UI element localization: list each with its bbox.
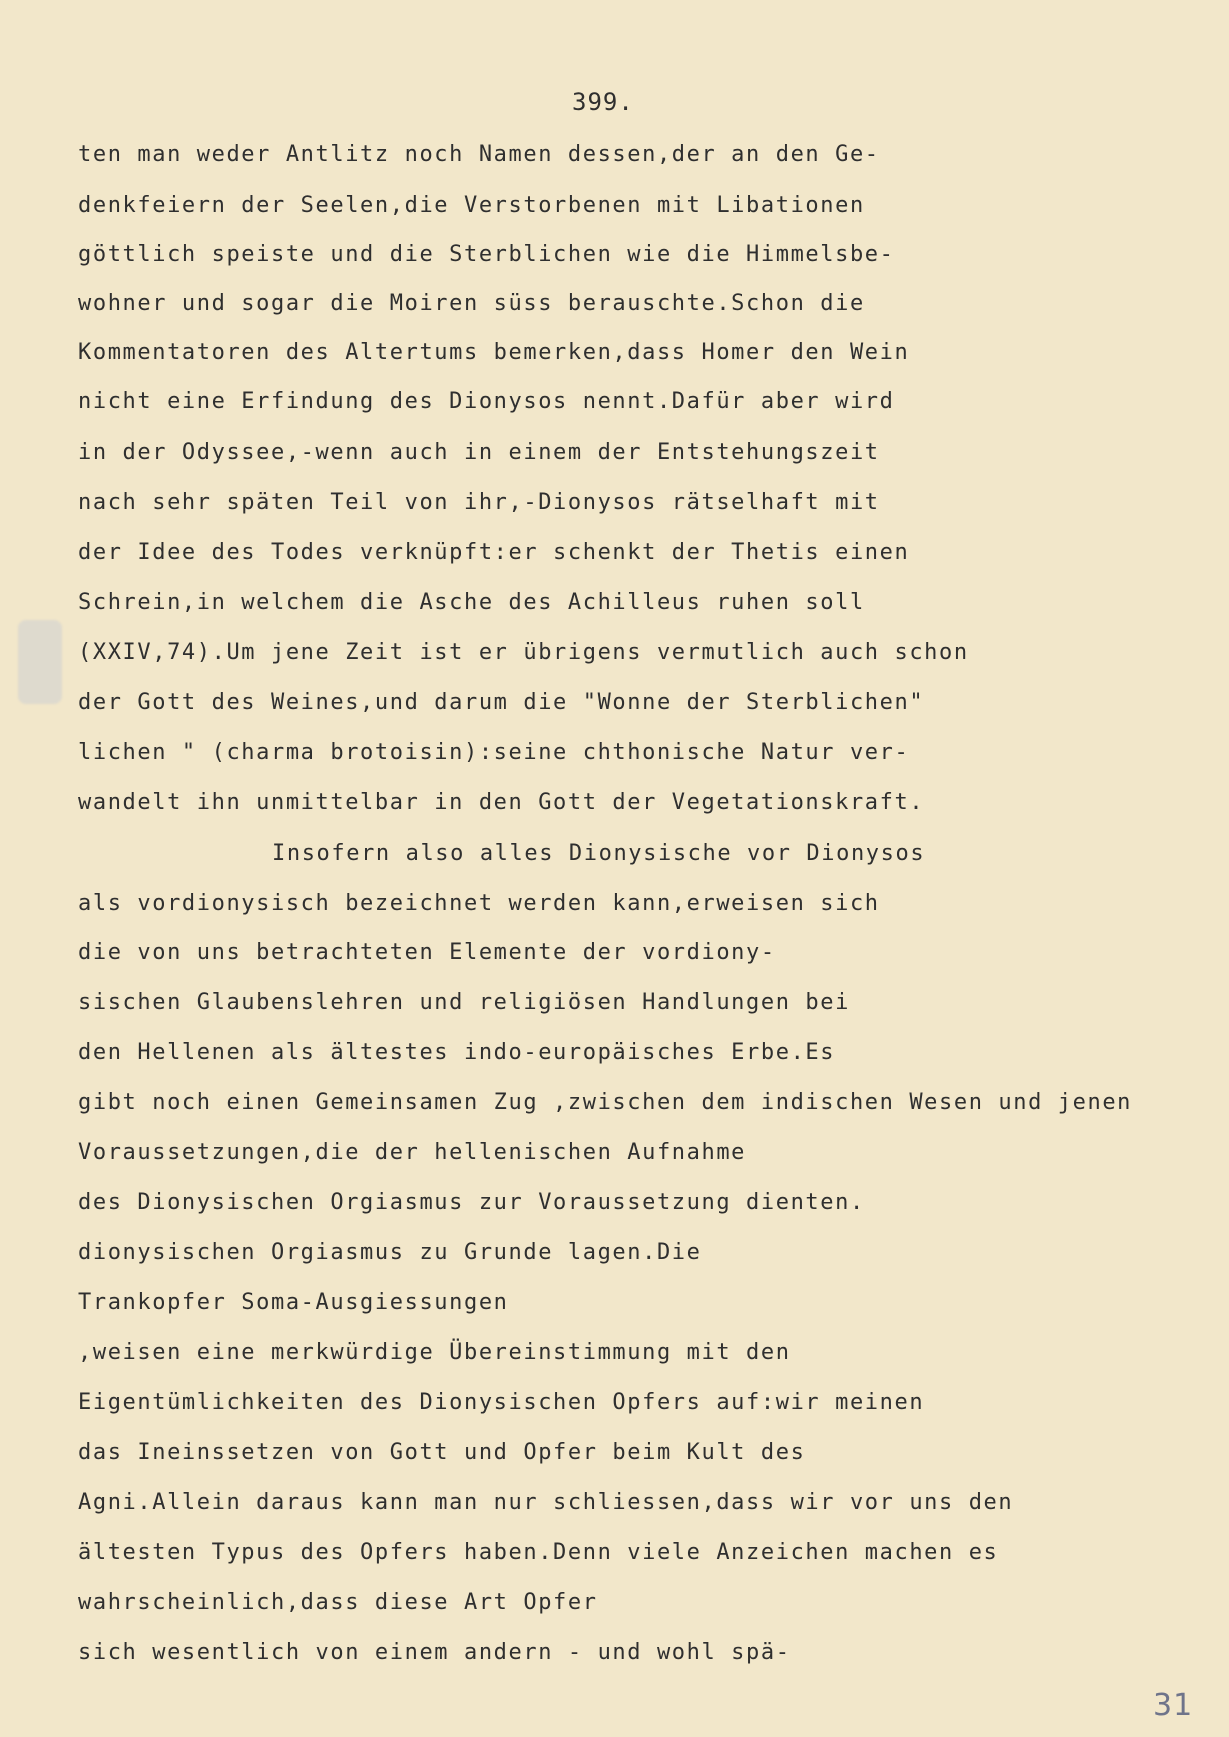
- text-line-30: wahrscheinlich,dass diese Art Opfer: [78, 1590, 598, 1615]
- text-line-31: sich wesentlich von einem andern - und wohl spä-: [78, 1640, 791, 1665]
- text-line-8: nach sehr späten Teil von ihr,-Dionysos rätselhaft mit: [78, 490, 880, 515]
- text-line-2: denkfeiern der Seelen,die Verstorbenen mit Libationen: [78, 193, 865, 218]
- text-line-23: dionysischen Orgiasmus zu Grunde lagen.Die: [78, 1240, 702, 1265]
- text-line-5: Kommentatoren des Altertums bemerken,dass Homer den Wein: [78, 340, 910, 365]
- text-line-6: nicht eine Erfindung des Dionysos nennt.Dafür aber wird: [78, 389, 895, 414]
- text-line-22: des Dionysischen Orgiasmus zur Voraussetzung dienten.: [78, 1190, 865, 1215]
- text-line-13: lichen " (charma brotoisin):seine chthonische Natur ver-: [78, 740, 910, 765]
- text-line-26: Eigentümlichkeiten des Dionysischen Opfers auf:wir meinen: [78, 1390, 925, 1415]
- text-line-25: ,weisen eine merkwürdige Übereinstimmung mit den: [78, 1340, 791, 1365]
- text-line-16: als vordionysisch bezeichnet werden kann,erweisen sich: [78, 891, 880, 916]
- page-number: 399.: [572, 88, 634, 116]
- text-line-28: Agni.Allein daraus kann man nur schliessen,dass wir vor uns den: [78, 1490, 1014, 1515]
- sheet-marker: 31: [1153, 1688, 1194, 1723]
- text-line-20: gibt noch einen Gemeinsamen Zug ,zwischen dem indischen Wesen und jenen: [78, 1090, 1133, 1115]
- stamp-blot: [18, 620, 62, 704]
- text-line-17: die von uns betrachteten Elemente der vordiony-: [78, 940, 776, 965]
- text-line-19: den Hellenen als ältestes indo-europäisches Erbe.Es: [78, 1040, 836, 1065]
- text-line-11: (XXIV,74).Um jene Zeit ist er übrigens vermutlich auch schon: [78, 640, 969, 665]
- text-line-9: der Idee des Todes verknüpft:er schenkt der Thetis einen: [78, 540, 910, 565]
- text-line-29: ältesten Typus des Opfers haben.Denn viele Anzeichen machen es: [78, 1540, 999, 1565]
- text-line-18: sischen Glaubenslehren und religiösen Handlungen bei: [78, 990, 850, 1015]
- text-line-12: der Gott des Weines,und darum die "Wonne der Sterblichen": [78, 690, 925, 715]
- text-line-4: wohner und sogar die Moiren süss berauschte.Schon die: [78, 291, 865, 316]
- text-line-7: in der Odyssee,-wenn auch in einem der Entstehungszeit: [78, 440, 880, 465]
- text-line-24: Trankopfer Soma-Ausgiessungen: [78, 1290, 509, 1315]
- text-line-15: Insofern also alles Dionysische vor Dionysos: [272, 841, 926, 866]
- text-line-10: Schrein,in welchem die Asche des Achilleus ruhen soll: [78, 590, 865, 615]
- text-line-14: wandelt ihn unmittelbar in den Gott der Vegetationskraft.: [78, 790, 925, 815]
- text-line-1: ten man weder Antlitz noch Namen dessen,der an den Ge-: [78, 142, 880, 167]
- text-line-21: Voraussetzungen,die der hellenischen Aufnahme: [78, 1140, 747, 1165]
- text-line-3: göttlich speiste und die Sterblichen wie die Himmelsbe-: [78, 242, 895, 267]
- text-line-27: das Ineinssetzen von Gott und Opfer beim Kult des: [78, 1440, 806, 1465]
